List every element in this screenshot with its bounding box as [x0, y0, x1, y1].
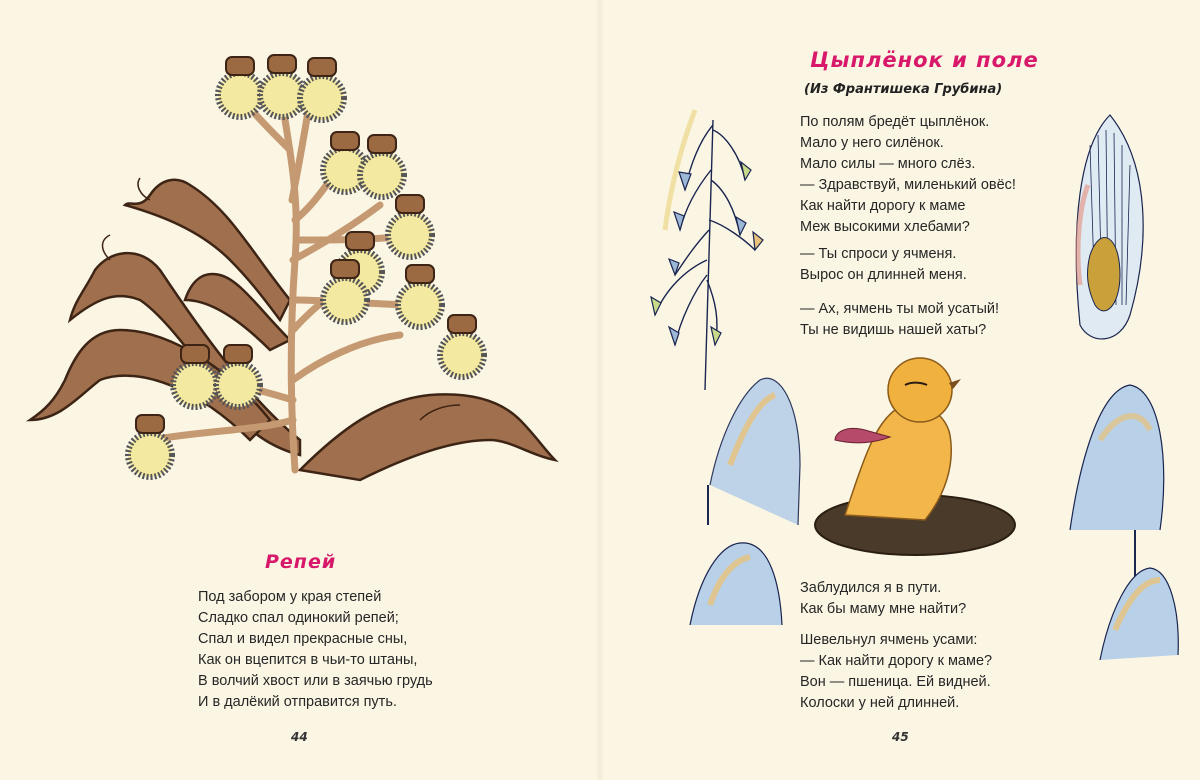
poem-line: — Как найти дорогу к маме?: [800, 653, 993, 669]
poem-line: Мало у него силёнок.: [800, 135, 944, 151]
chick-illustration: [805, 355, 1025, 555]
burdock-plant-illustration: [0, 0, 600, 520]
poem-line: По полям бредёт цыплёнок.: [800, 114, 990, 130]
poem-line: Мало силы — много слёз.: [800, 156, 976, 172]
poem-line: Меж высокими хлебами?: [800, 219, 970, 235]
poem-line: Колоски у ней длинней.: [800, 695, 960, 711]
poem-line: Как найти дорогу к маме: [800, 198, 966, 214]
poem-stanza: [198, 587, 433, 713]
poem-line: Под забором у края степей: [198, 589, 382, 605]
poem-stanza-1: [800, 112, 1016, 238]
page-number-right: 45: [892, 730, 909, 744]
poem-title-chick: Цыплёнок и поле: [810, 48, 1039, 72]
poem-stanza-4: [800, 578, 966, 620]
grass-blade-illustration: [660, 365, 820, 665]
poem-line: Вырос он длинней меня.: [800, 267, 967, 283]
poem-line: Заблудился я в пути.: [800, 580, 942, 596]
poem-title-repei: Репей: [265, 551, 337, 573]
poem-line: Шевельнул ячмень усами:: [800, 632, 978, 648]
poem-stanza-5: [800, 630, 992, 714]
poem-stanza-2: [800, 244, 967, 286]
poem-line: В волчий хвост или в заячью грудь: [198, 673, 433, 689]
right-page: [600, 0, 1200, 780]
poem-stanza-3: [800, 299, 999, 341]
poem-line: — Здравствуй, миленький овёс!: [800, 177, 1016, 193]
page-number-left: 44: [291, 730, 308, 744]
poem-line: Сладко спал одинокий репей;: [198, 610, 399, 626]
poem-line: Ты не видишь нашей хаты?: [800, 322, 987, 338]
barley-ear-illustration: [1050, 105, 1170, 365]
poem-line: — Ах, ячмень ты мой усатый!: [800, 301, 1000, 317]
poem-line: — Ты спроси у ячменя.: [800, 246, 957, 262]
grass-blade-illustration-right: [1060, 380, 1200, 680]
poem-line: И в далёкий отправится путь.: [198, 694, 397, 710]
poem-line: Как он вцепится в чьи-то штаны,: [198, 652, 418, 668]
leaf: [300, 394, 555, 480]
poem-line: Спал и видел прекрасные сны,: [198, 631, 408, 647]
poem-line: Вон — пшеница. Ей видней.: [800, 674, 991, 690]
poem-line: Как бы маму мне найти?: [800, 601, 967, 617]
poem-subtitle: (Из Франтишека Грубина): [804, 82, 1003, 97]
